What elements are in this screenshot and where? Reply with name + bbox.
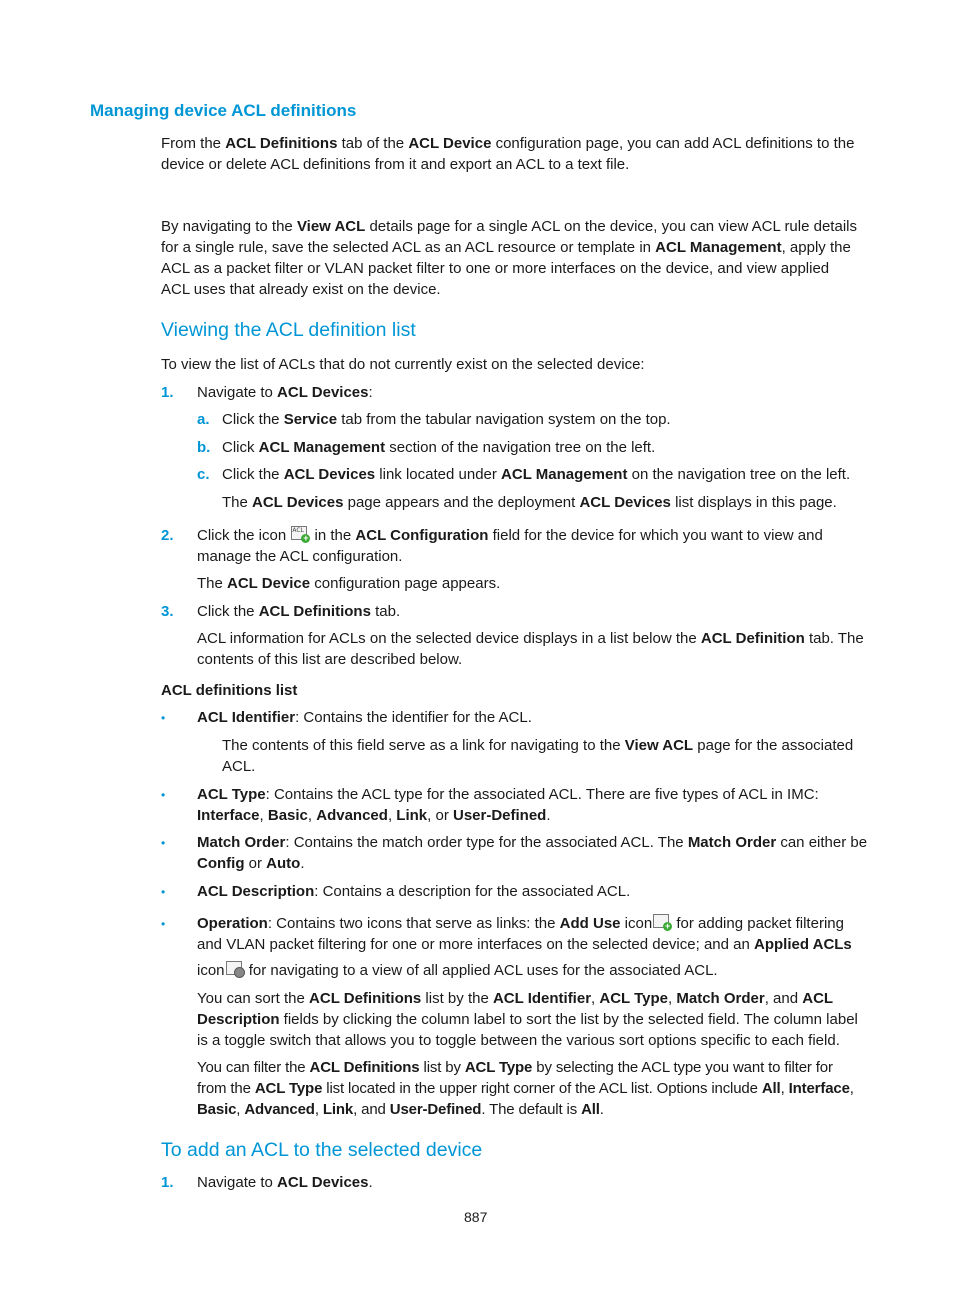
add-step-1-number: 1. xyxy=(161,1174,174,1191)
lead-text: To view the list of ACLs that do not currently exist on the selected device: xyxy=(161,356,645,373)
filter-note: You can filter the ACL Definitions list by ACL Type by selecting the ACL type you want to filter for from the ACL Type list located in the upper right corner of the ACL list. Options include All, Interface, Basic, Advanced, Link, and User-Defined. The default is All. xyxy=(197,1059,854,1118)
bullet-marker: • xyxy=(161,917,166,931)
substep-b-text: Click ACL Management section of the navigation tree on the left. xyxy=(222,439,656,456)
step-1-text: Navigate to ACL Devices: xyxy=(197,384,373,401)
step-3-text: Click the ACL Definitions tab. xyxy=(197,603,401,620)
step-2-text: Click the icon ACL + in the ACL Configuration field for the device for which you want to view and manage the ACL configuration. xyxy=(197,527,823,565)
substep-a-letter: a. xyxy=(197,411,210,428)
bullet-acl-identifier-note: The contents of this field serve as a link for navigating to the View ACL page for the associated ACL. xyxy=(222,737,854,775)
list-heading: ACL definitions list xyxy=(161,682,298,699)
page-number: 887 xyxy=(464,1209,488,1225)
bullet-marker: • xyxy=(161,788,166,802)
subsection-title-add-acl: To add an ACL to the selected device xyxy=(161,1139,483,1161)
step-2-number: 2. xyxy=(161,527,174,544)
bullet-marker: • xyxy=(161,836,166,850)
section-title: Managing device ACL definitions xyxy=(90,101,357,120)
applied-acls-icon[interactable] xyxy=(225,960,245,978)
substep-a-text: Click the Service tab from the tabular navigation system on the top. xyxy=(222,411,671,428)
bullet-operation: Operation: Contains two icons that serve as links: the Add Use icon + for adding packet filtering and VLAN packet filtering for one or more interfaces on the selected device; and an Applied ACLs icon for navigating to a view of all applied ACL uses for the associated ACL. xyxy=(197,915,852,979)
substep-c-letter: c. xyxy=(197,466,210,483)
acl-configuration-icon[interactable]: ACL + xyxy=(292,527,309,543)
subsection-title-viewing: Viewing the ACL definition list xyxy=(161,319,416,341)
bullet-acl-identifier: ACL Identifier: Contains the identifier for the ACL. xyxy=(197,709,532,726)
substep-c-note: The ACL Devices page appears and the deployment ACL Devices list displays in this page. xyxy=(222,494,837,511)
add-step-1-text: Navigate to ACL Devices. xyxy=(197,1174,373,1191)
step-3-note: ACL information for ACLs on the selected device displays in a list below the ACL Definition tab. The contents of this list are described below. xyxy=(197,630,864,668)
substep-c-text: Click the ACL Devices link located under ACL Management on the navigation tree on the left. xyxy=(222,466,851,483)
step-3-number: 3. xyxy=(161,603,174,620)
step-1-number: 1. xyxy=(161,384,174,401)
sort-note: You can sort the ACL Definitions list by the ACL Identifier, ACL Type, Match Order, and ACL Description fields by clicking the column label to sort the list by the selected field. The column label is a toggle switch that allows you to toggle between the various sort options specific to each field. xyxy=(197,990,858,1049)
bullet-marker: • xyxy=(161,885,166,899)
intro-paragraph-2: By navigating to the View ACL details page for a single ACL on the device, you can view ACL rule details for a single rule, save the selected ACL as an ACL resource or template in ACL Management, apply the ACL as a packet filter or VLAN packet filter to one or more interfaces on the device, and view applied ACL uses that already exist on the device. xyxy=(161,218,857,298)
bullet-acl-type: ACL Type: Contains the ACL type for the associated ACL. There are five types of ACL in IMC: Interface, Basic, Advanced, Link, or User-Defined. xyxy=(197,786,819,824)
step-2-note: The ACL Device configuration page appears. xyxy=(197,575,501,592)
add-use-icon[interactable]: + xyxy=(652,913,672,931)
intro-paragraph-1: From the ACL Definitions tab of the ACL Device configuration page, you can add ACL definitions to the device or delete ACL definitions from it and export an ACL to a text file. xyxy=(161,135,855,173)
bullet-match-order: Match Order: Contains the match order type for the associated ACL. The Match Order can either be Config or Auto. xyxy=(197,834,868,872)
bullet-marker: • xyxy=(161,711,166,725)
substep-b-letter: b. xyxy=(197,439,211,456)
bullet-acl-description: ACL Description: Contains a description for the associated ACL. xyxy=(197,883,631,900)
